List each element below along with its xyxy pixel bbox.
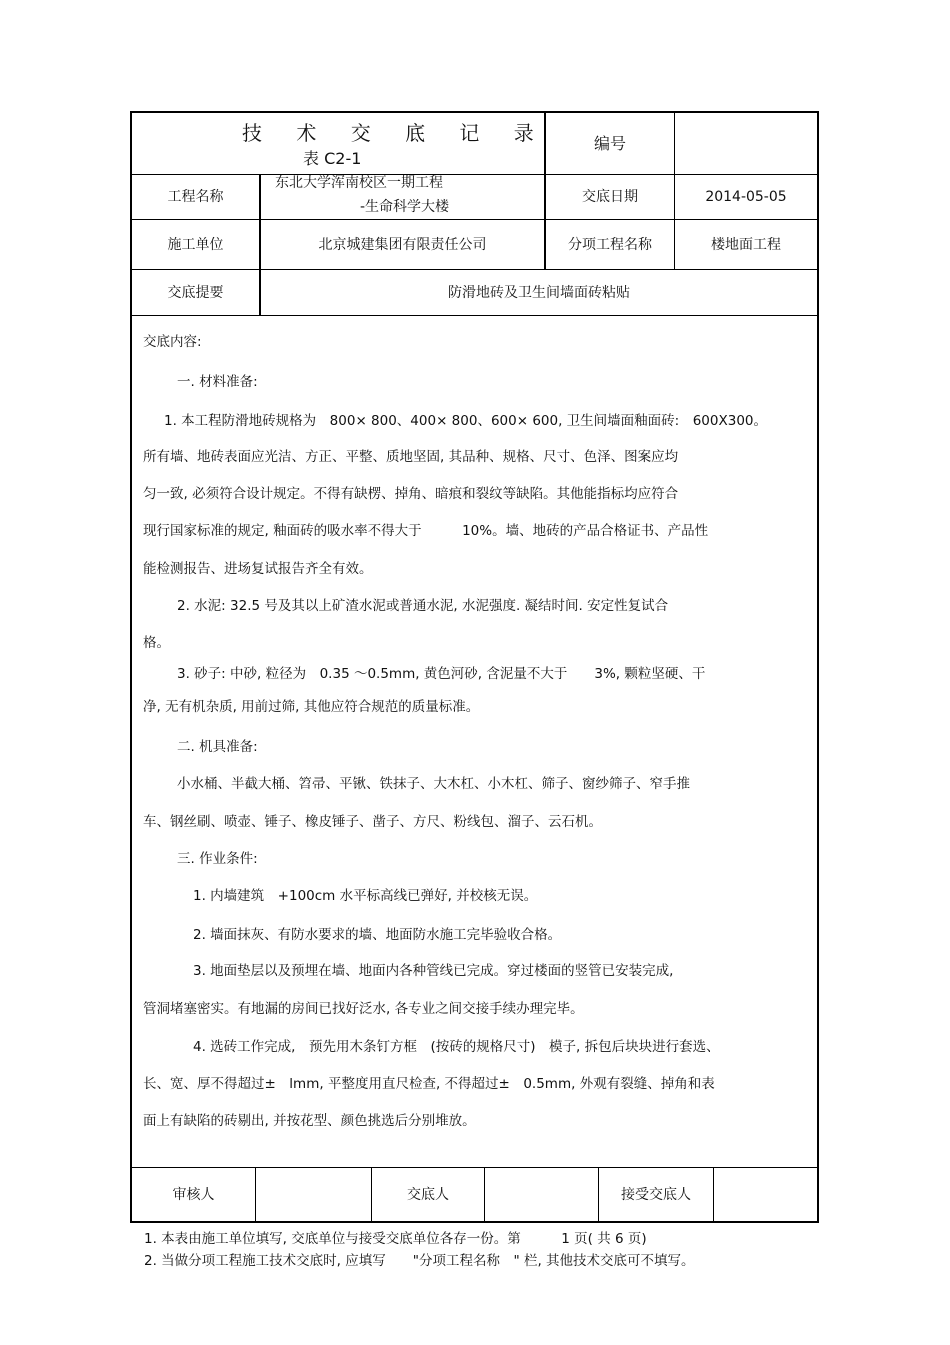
content-line: 格。 <box>143 635 170 651</box>
subproject-label: 分项工程名称 <box>568 236 652 253</box>
summary-label: 交底提要 <box>167 284 224 301</box>
reviewer-field[interactable] <box>256 1168 371 1221</box>
footnote-1: 1. 本表由施工单位填写, 交底单位与接受交底单位各存一份。第 1 页( 共 6 页) <box>144 1231 647 1247</box>
footnote-2: 2. 当做分项工程施工技术交底时, 应填写 "分项工程名称 " 栏, 其他技术交底可不填写。 <box>144 1253 695 1269</box>
content-line: 管洞堵塞密实。有地漏的房间已找好泛水, 各专业之间交接手续办理完毕。 <box>143 1001 584 1017</box>
content-line: 4. 选砖工作完成, 预先用木条钉方框 (按砖的规格尺寸) 模子, 拆包后块块进行套选、 <box>193 1039 720 1055</box>
content-line: 3. 砂子: 中砂, 粒径为 0.35 ～0.5mm, 黄色河砂, 含泥量不大于 3%, 颗粒坚硬、干 <box>177 666 706 682</box>
content-line: 2. 水泥: 32.5 号及其以上矿渣水泥或普通水泥, 水泥强度. 凝结时间. 安定性复试合 <box>177 598 669 614</box>
number-label: 编号 <box>593 133 626 153</box>
reviewer-label: 审核人 <box>172 1186 215 1203</box>
project-name-value <box>261 172 544 220</box>
form-number: 表 C2-1 <box>303 149 362 168</box>
section-heading: 一. 材料准备: <box>177 374 258 390</box>
content-line: 车、钢丝刷、喷壶、锤子、橡皮锤子、凿子、方尺、粉线包、溜子、云石机。 <box>143 814 602 830</box>
contractor-value: 北京城建集团有限责任公司 <box>318 236 487 253</box>
summary-value: 防滑地砖及卫生间墙面砖粘贴 <box>448 284 630 301</box>
contractor-label: 施工单位 <box>167 236 224 253</box>
presenter-label: 交底人 <box>407 1186 449 1203</box>
receiver-label: 接受交底人 <box>621 1186 691 1203</box>
content-line: 能检测报告、进场复试报告齐全有效。 <box>143 561 373 577</box>
content-line: 长、宽、厚不得超过± lmm, 平整度用直尺检查, 不得超过± 0.5mm, 外观有裂缝、掉角和表 <box>143 1076 715 1092</box>
section-heading: 三. 作业条件: <box>177 851 258 867</box>
project-name-line1: 东北大学浑南校区一期工程 <box>275 175 443 191</box>
date-label: 交底日期 <box>582 189 638 205</box>
date-value: 2014-05-05 <box>705 189 787 205</box>
presenter-field[interactable] <box>485 1168 598 1221</box>
content-line: 现行国家标准的规定, 釉面砖的吸水率不得大于 10%。墙、地砖的产品合格证书、产品性 <box>143 523 709 539</box>
project-name-label: 工程名称 <box>167 189 224 205</box>
row-divider <box>130 315 819 316</box>
content-line: 小水桶、半截大桶、笤帚、平锹、铁抹子、大木杠、小木杠、筛子、窗纱筛子、窄手推 <box>177 776 690 792</box>
content-line: 面上有缺陷的砖剔出, 并按花型、颜色挑选后分别堆放。 <box>143 1113 476 1129</box>
table-border-bottom <box>130 1221 819 1223</box>
number-field[interactable] <box>675 113 817 174</box>
content-line: 2. 墙面抹灰、有防水要求的墙、地面防水施工完毕验收合格。 <box>193 927 562 943</box>
section-heading: 二. 机具准备: <box>177 739 258 755</box>
project-name-line2: -生命科学大楼 <box>360 199 450 215</box>
content-line: 3. 地面垫层以及预埋在墙、地面内各种管线已完成。穿过楼面的竖管已安装完成, <box>193 963 674 979</box>
page-title: 技 术 交 底 记 录 <box>242 121 548 145</box>
content-line: 1. 本工程防滑地砖规格为 800× 800、400× 800、600× 600, 卫生间墙面釉面砖: 600X300。 <box>164 413 767 429</box>
content-line: 所有墙、地砖表面应光洁、方正、平整、质地坚固, 其品种、规格、尺寸、色泽、图案应均 <box>143 449 679 465</box>
content-line: 匀一致, 必须符合设计规定。不得有缺楞、掉角、暗痕和裂纹等缺陷。其他能指标均应符合 <box>143 486 679 502</box>
subproject-value: 楼地面工程 <box>711 236 781 253</box>
receiver-field[interactable] <box>714 1168 817 1221</box>
table-border-right <box>817 111 819 1223</box>
content-heading: 交底内容: <box>143 334 202 350</box>
content-line: 1. 内墙建筑 +100cm 水平标高线已弹好, 并校核无误。 <box>193 888 538 904</box>
content-line: 净, 无有机杂质, 用前过筛, 其他应符合规范的质量标准。 <box>143 699 480 715</box>
